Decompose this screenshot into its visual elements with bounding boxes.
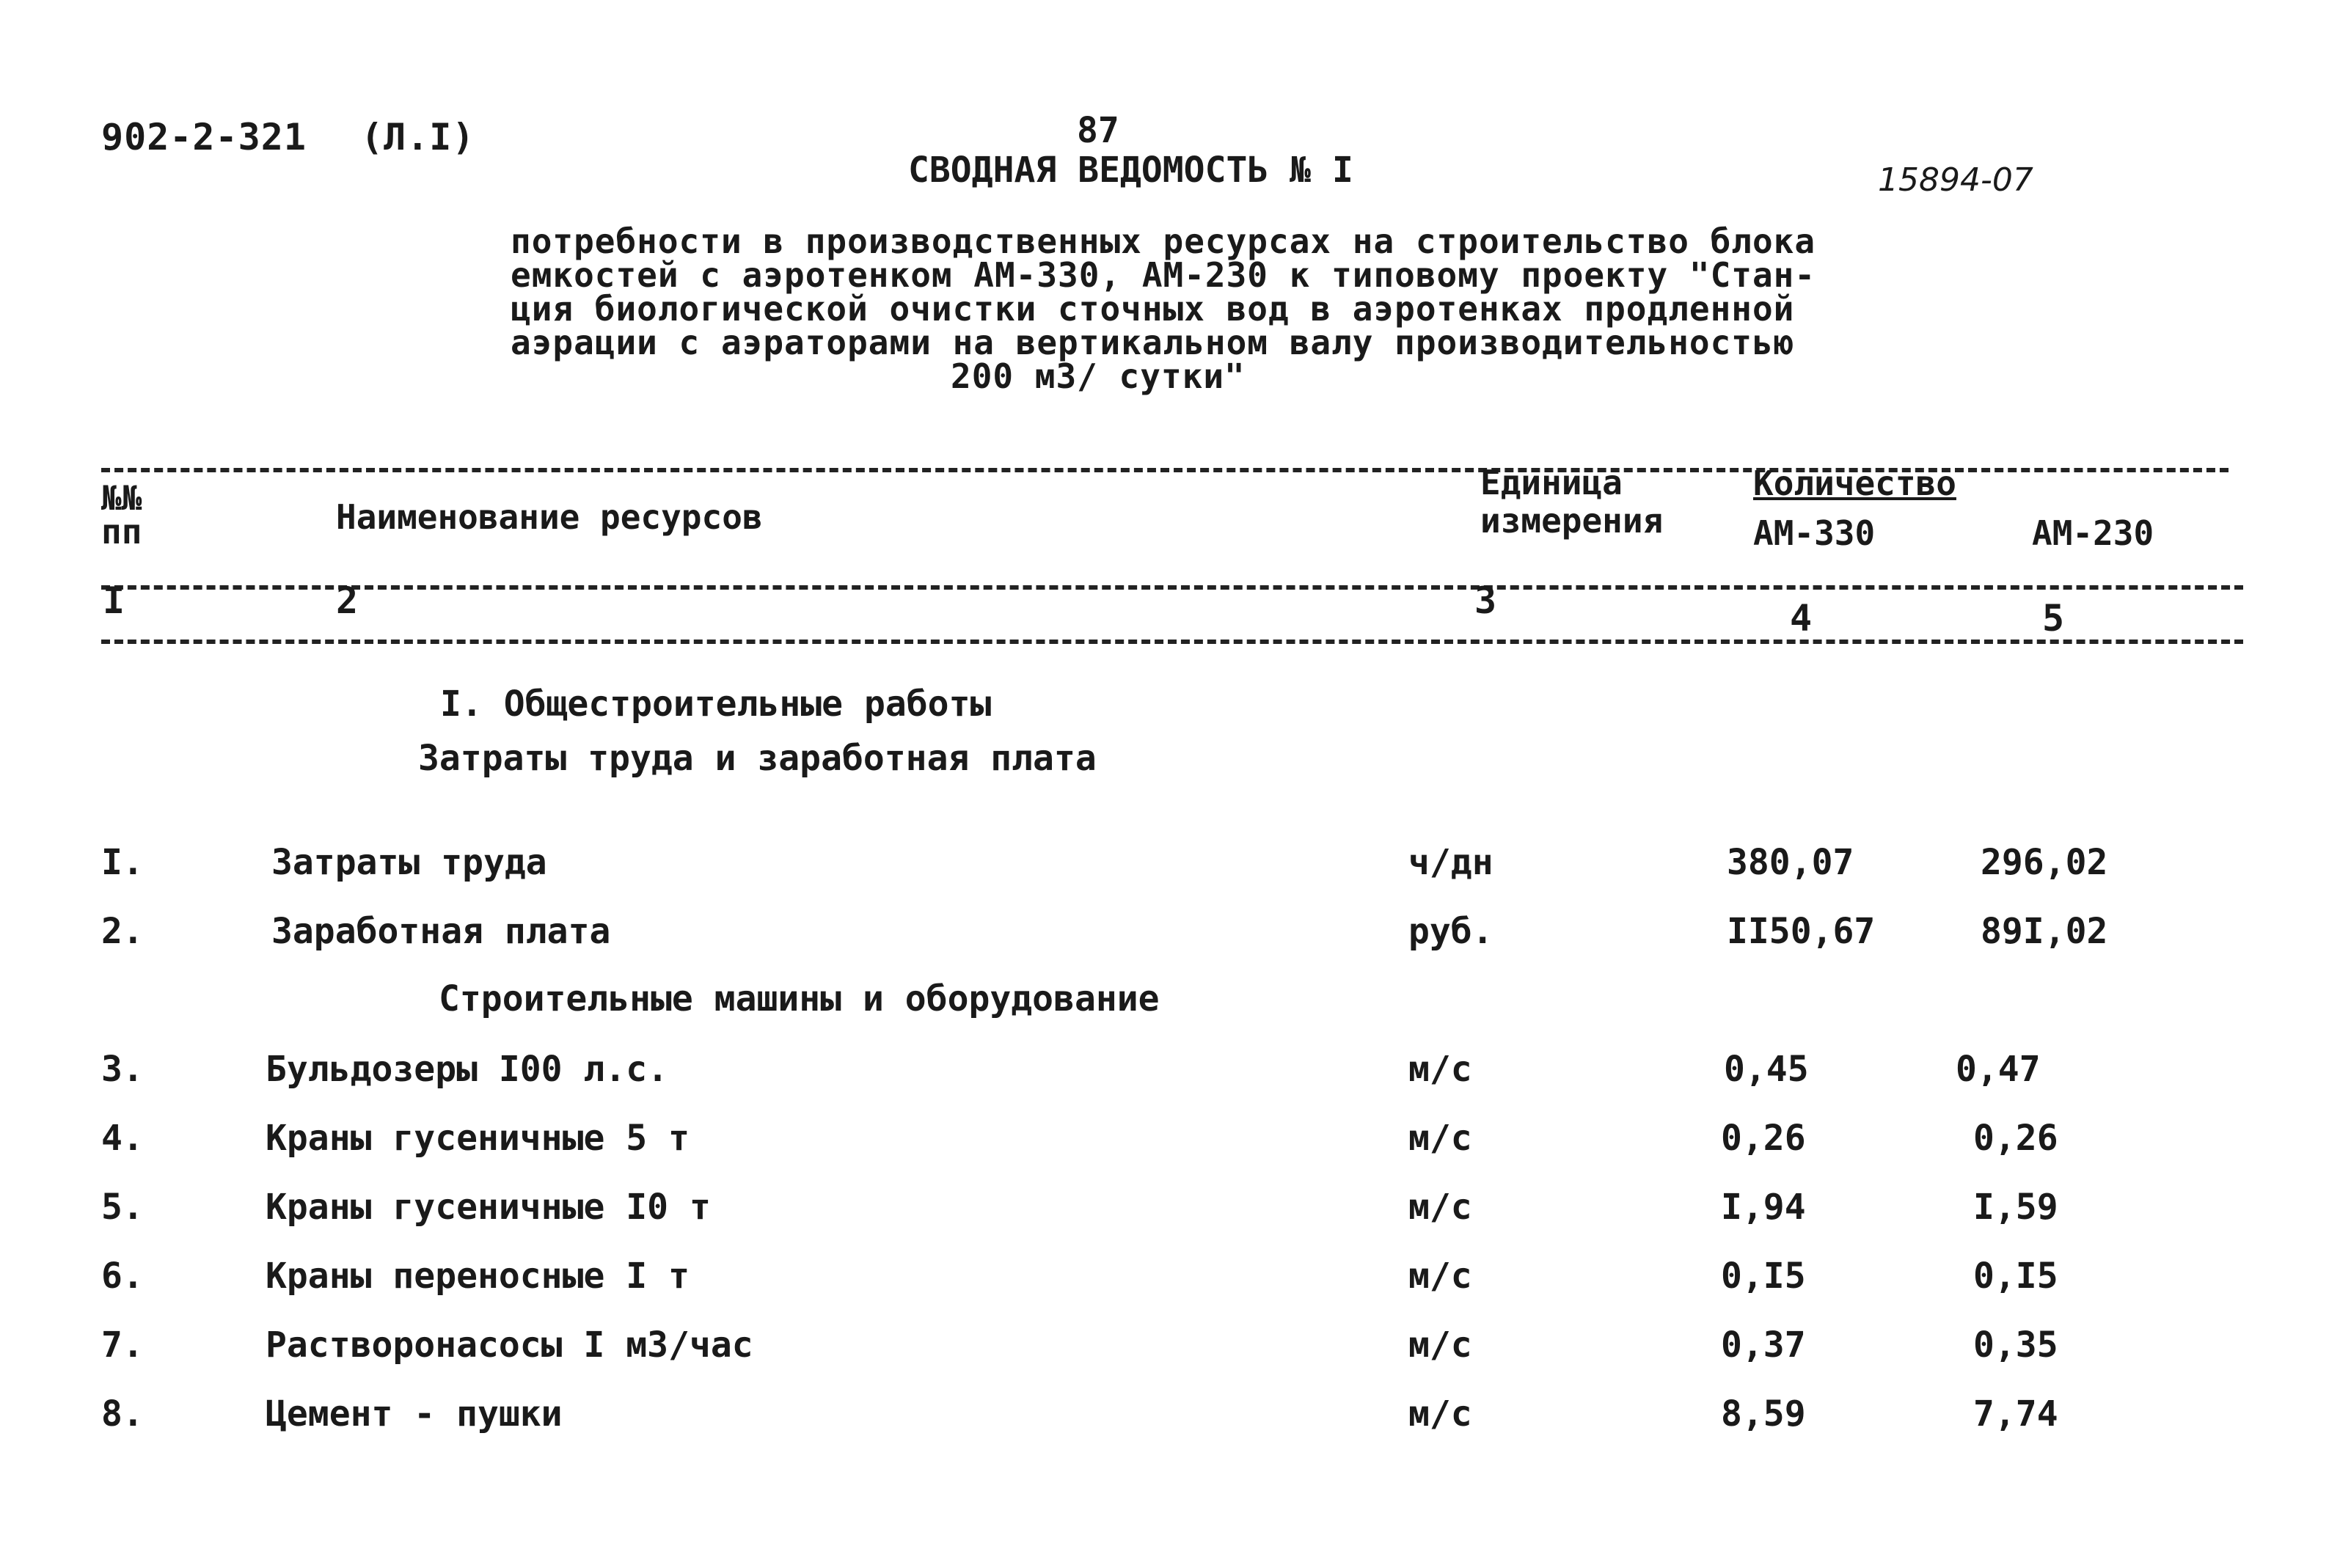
row-name: Краны гусеничные I0 т — [266, 1187, 711, 1228]
inventory-number: 15894-07 — [1878, 161, 2033, 199]
col-number-2: 2 — [336, 579, 359, 622]
col-am230-header: АМ-230 — [2032, 513, 2154, 553]
row-am330: 0,37 — [1721, 1325, 1806, 1366]
row-unit: ч/дн — [1408, 842, 1493, 883]
col-number-5: 5 — [2042, 597, 2065, 640]
row-name: Цемент - пушки — [266, 1393, 563, 1435]
row-num: 4. — [101, 1118, 144, 1159]
page-number: 87 — [1077, 110, 1119, 151]
row-unit: м/с — [1408, 1049, 1472, 1090]
row-am330: II50,67 — [1727, 911, 1876, 952]
table-row — [0, 842, 2340, 893]
row-name: Краны переносные I т — [266, 1256, 690, 1297]
row-num: 6. — [101, 1256, 144, 1297]
table-row — [0, 1393, 2340, 1445]
table-row — [0, 1256, 2340, 1307]
col-name-header: Наименование ресурсов — [336, 497, 763, 537]
page-title: СВОДНАЯ ВЕДОМОСТЬ № I — [908, 150, 1353, 191]
row-am230: I,59 — [1973, 1187, 2058, 1228]
col-number-4: 4 — [1790, 597, 1813, 640]
row-unit: м/с — [1408, 1187, 1472, 1228]
description-line-1: потребности в производственных ресурсах на строительство блока — [511, 221, 1816, 261]
document-code: 902-2-321 — [101, 116, 307, 158]
table-row — [0, 1118, 2340, 1169]
row-num: 5. — [101, 1187, 144, 1228]
section-heading: I. Общестроительные работы — [440, 684, 992, 725]
subsection-labor: Затраты труда и заработная плата — [418, 738, 1097, 779]
col-num-header: №№ пп — [101, 478, 142, 552]
row-am230: 0,I5 — [1973, 1256, 2058, 1297]
col-quantity-header: Количество — [1753, 464, 1956, 503]
row-num: 2. — [101, 911, 144, 952]
description-line-5: 200 м3/ сутки" — [951, 356, 1246, 396]
row-name: Бульдозеры I00 л.с. — [266, 1049, 669, 1090]
row-unit: м/с — [1408, 1393, 1472, 1435]
subsection-machines: Строительные машины и оборудование — [439, 978, 1160, 1019]
row-num: I. — [101, 842, 144, 883]
row-am330: 0,I5 — [1721, 1256, 1806, 1297]
row-num: 7. — [101, 1325, 144, 1366]
row-name: Краны гусеничные 5 т — [266, 1118, 690, 1159]
row-am230: 0,35 — [1973, 1325, 2058, 1366]
description-line-4: аэрации с аэраторами на вертикальном валу производительностью — [511, 323, 1795, 362]
row-am230: 296,02 — [1981, 842, 2108, 883]
row-unit: м/с — [1408, 1325, 1472, 1366]
row-name: Заработная плата — [271, 911, 611, 952]
table-row — [0, 1049, 2340, 1100]
row-am230: 89I,02 — [1981, 911, 2108, 952]
col-am330-header: АМ-330 — [1753, 513, 1876, 553]
row-am230: 0,47 — [1956, 1049, 2041, 1090]
row-unit: м/с — [1408, 1256, 1472, 1297]
row-am330: 0,26 — [1721, 1118, 1806, 1159]
description-line-2: емкостей с аэротенком АМ-330, АМ-230 к типовому проекту "Стан- — [511, 255, 1816, 295]
row-am330: 0,45 — [1724, 1049, 1809, 1090]
row-num: 3. — [101, 1049, 144, 1090]
col-number-3: 3 — [1474, 579, 1497, 622]
table-row — [0, 1325, 2340, 1376]
table-row — [0, 911, 2340, 962]
col-number-1: I — [103, 579, 125, 622]
row-am230: 0,26 — [1973, 1118, 2058, 1159]
row-name: Затраты труда — [271, 842, 547, 883]
row-num: 8. — [101, 1393, 144, 1435]
description-line-3: ция биологической очистки сточных вод в аэротенках продленной — [511, 289, 1795, 329]
row-unit: руб. — [1408, 911, 1493, 952]
row-unit: м/с — [1408, 1118, 1472, 1159]
row-am230: 7,74 — [1973, 1393, 2058, 1435]
header-bottom-rule — [101, 640, 2243, 644]
header-mid-rule — [101, 585, 2243, 590]
row-am330: 380,07 — [1727, 842, 1854, 883]
row-name: Растворонасосы I м3/час — [266, 1325, 753, 1366]
col-unit-header: Единица измерения — [1480, 463, 1664, 541]
row-am330: 8,59 — [1721, 1393, 1806, 1435]
row-am330: I,94 — [1721, 1187, 1806, 1228]
table-row — [0, 1187, 2340, 1238]
sheet-label: (Л.I) — [361, 116, 475, 158]
